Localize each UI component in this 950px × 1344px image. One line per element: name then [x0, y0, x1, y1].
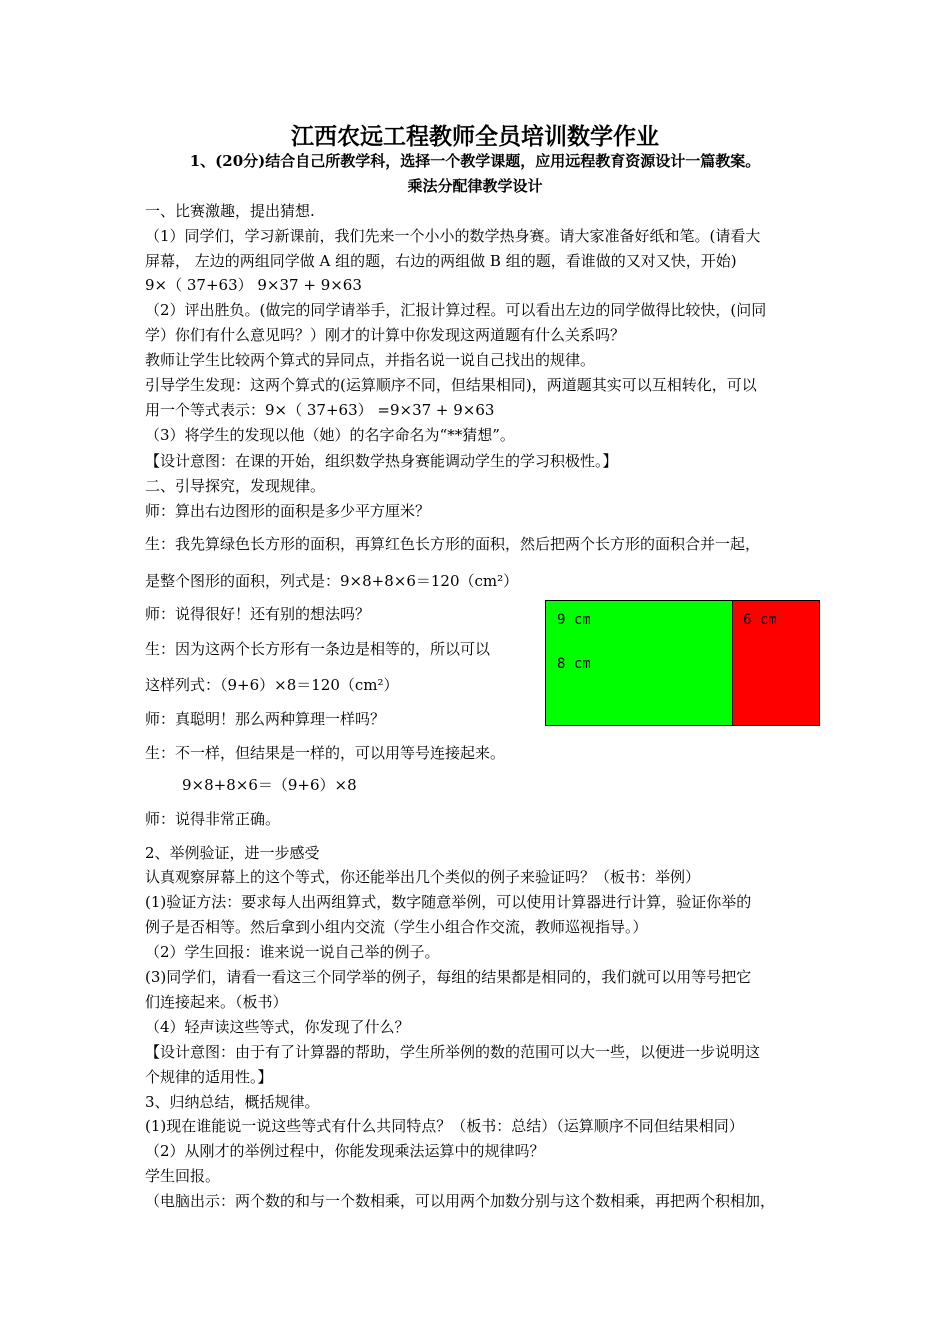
text-line: (1)验证方法：要求每人出两组算式，数字随意举例，可以使用计算器进行计算，验证你举的: [145, 893, 752, 911]
text-line: (1)现在谁能说一说这些等式有什么共同特点？（板书：总结）（运算顺序不同但结果相同）: [145, 1117, 744, 1135]
text-line: 认真观察屏幕上的这个等式，你还能举出几个类似的例子来验证吗？（板书：举例）: [145, 868, 701, 886]
text-line: （2）学生回报：谁来说一说自己举的例子。: [145, 943, 440, 961]
text-line: 教师让学生比较两个算式的异同点，并指名说一说自己找出的规律。: [145, 351, 596, 369]
text-line: 是整个图形的面积，列式是：9×8+8×6＝120（cm²）: [145, 572, 519, 590]
document-title: 江西农远工程教师全员培训数学作业: [291, 123, 659, 150]
green-rectangle: [545, 600, 733, 726]
text-line: 生：不一样，但结果是一样的，可以用等号连接起来。: [145, 744, 506, 762]
text-line: 用一个等式表示：9×（ 37+63） =9×37 + 9×63: [145, 401, 495, 419]
text-line: 屏幕， 左边的两组同学做 A 组的题，右边的两组做 B 组的题，看谁做的又对又快，开始): [145, 252, 737, 270]
green-width-label: 9 cm: [557, 612, 591, 628]
text-line: 们连接起来。（板书）: [145, 993, 288, 1011]
red-width-label: 6 cm: [743, 612, 777, 628]
design-intent-note: 个规律的适用性。】: [145, 1068, 273, 1086]
text-line: 引导学生发现：这两个算式的(运算顺序不同，但结果相同)，两道题其实可以互相转化，可以: [145, 376, 757, 394]
text-line: 一、比赛激趣，提出猜想.: [145, 202, 315, 220]
text-line: （3）将学生的发现以他（她）的名字命名为“**猜想”。: [145, 426, 515, 444]
design-intent-note: 【设计意图：在课的开始，组织数学热身赛能调动学生的学习积极性。】: [145, 452, 618, 470]
text-line: 师：真聪明！那么两种算理一样吗？: [145, 710, 386, 728]
section-heading: 二、引导探究，发现规律。: [145, 477, 326, 495]
text-line: 学生回报。: [145, 1167, 221, 1185]
text-line: 例子是否相等。然后拿到小组内交流（学生小组合作交流，教师巡视指导。）: [145, 918, 648, 936]
assignment-question: 1、(20分)结合自己所教学科，选择一个教学课题，应用远程教育资源设计一篇教案。: [189, 152, 761, 170]
text-line: 9×（ 37+63） 9×37 + 9×63: [145, 276, 362, 294]
text-line: （2）从刚才的举例过程中，你能发现乘法运算中的规律吗？: [145, 1142, 545, 1160]
green-height-label: 8 cm: [557, 656, 591, 672]
text-line: （2）评出胜负。(做完的同学请举手，汇报计算过程。可以看出左边的同学做得比较快，(问同: [145, 301, 767, 319]
equation-line: 9×8+8×6＝（9+6）×8: [182, 776, 357, 794]
text-line: 生：因为这两个长方形有一条边是相等的，所以可以: [145, 640, 491, 658]
text-line: 这样列式：（9+6）×8＝120（cm²）: [145, 676, 399, 694]
text-line: (3)同学们，请看一看这三个同学举的例子，每组的结果都是相同的，我们就可以用等号把它: [145, 968, 752, 986]
red-rectangle: [732, 600, 820, 726]
section-heading: 2、举例验证，进一步感受: [145, 844, 320, 862]
text-line: 学）你们有什么意见吗？）刚才的计算中你发现这两道题有什么关系吗？: [145, 326, 626, 344]
text-line: （4）轻声读这些等式，你发现了什么？: [145, 1018, 410, 1036]
area-figure: [545, 600, 819, 726]
text-line: 生：我先算绿色长方形的面积，再算红色长方形的面积，然后把两个长方形的面积合并一起，: [145, 535, 761, 553]
text-line: （电脑出示：两个数的和与一个数相乘，可以用两个加数分别与这个数相乘，再把两个积相加，: [145, 1192, 776, 1210]
text-line: 师：算出右边图形的面积是多少平方厘米？: [145, 502, 431, 520]
text-line: 师：说得很好！还有别的想法吗？: [145, 605, 371, 623]
design-intent-note: 【设计意图：由于有了计算器的帮助，学生所举例的数的范围可以大一些，以便进一步说明这: [145, 1043, 761, 1061]
text-line: （1）同学们，学习新课前，我们先来一个小小的数学热身赛。请大家准备好纸和笔。(请看大: [145, 227, 761, 245]
text-line: 师：说得非常正确。: [145, 810, 281, 828]
lesson-title: 乘法分配律教学设计: [407, 177, 543, 195]
section-heading: 3、归纳总结，概括规律。: [145, 1093, 320, 1111]
